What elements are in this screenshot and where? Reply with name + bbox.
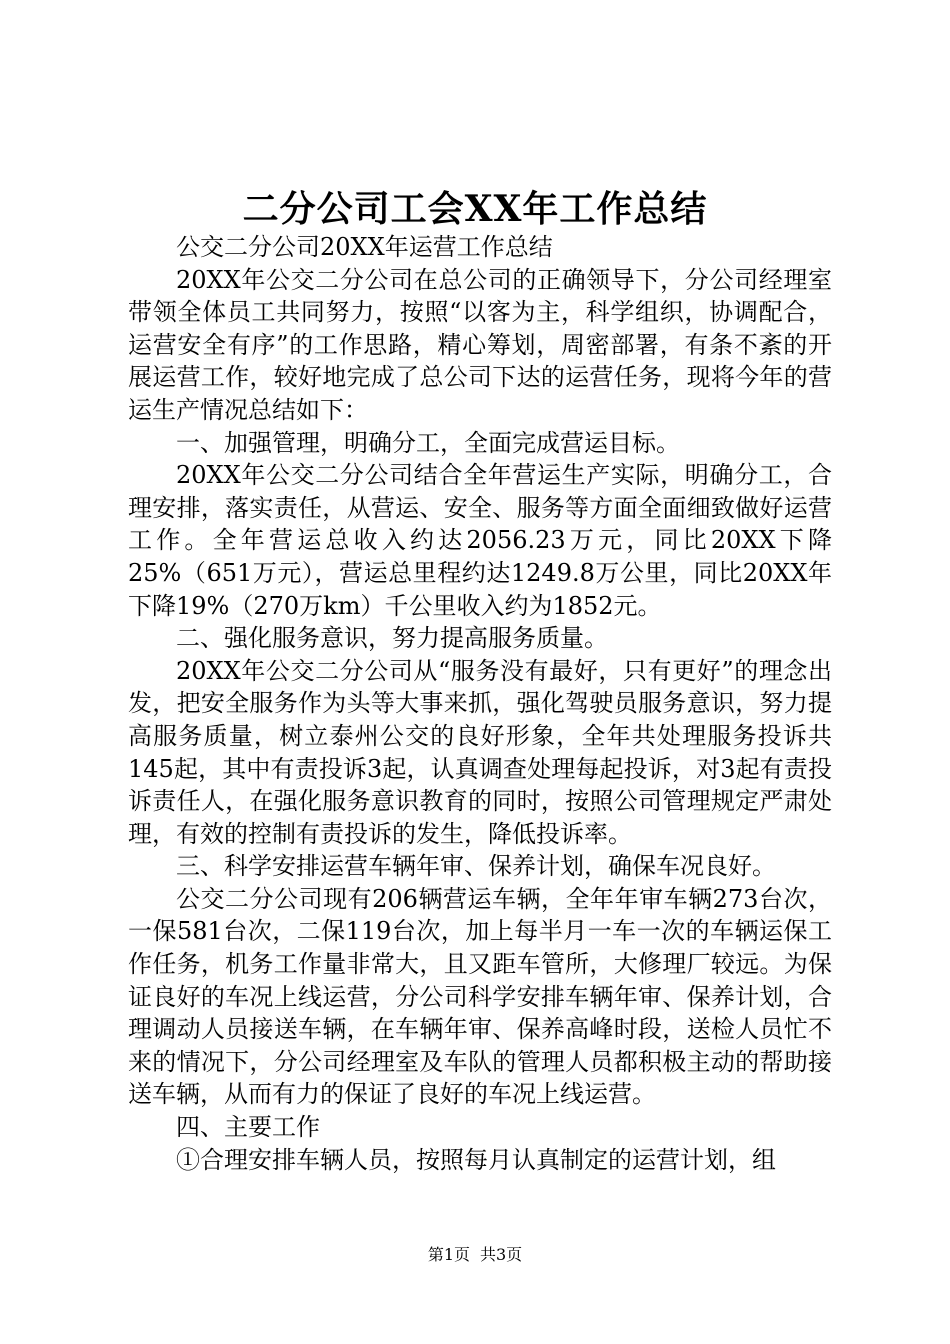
section-heading-1: 一、加强管理，明确分工，全面完成营运目标。	[176, 428, 680, 457]
paragraph-section-4: ①合理安排车辆人员，按照每月认真制定的运营计划，组	[176, 1145, 776, 1174]
paragraph-section-2: 20XX年公交二分公司从“服务没有最好，只有更好”的理念出发，把安全服务作为头等大事来抓，强化驾驶员服务意识，努力提高服务质量，树立泰州公交的良好形象，全年共处理服务投诉共145起，其中有责投诉3起，认真调查处理每起投诉，对3起有责投诉责任人，在强化服务意识教育的同时，按照公司管理规定严肃处理，有效的控制有责投诉的发生，降低投诉率。	[128, 656, 832, 848]
paragraph-intro: 20XX年公交二分公司在总公司的正确领导下，分公司经理室带领全体员工共同努力，按照“以客为主，科学组织，协调配合，运营安全有序”的工作思路，精心筹划，周密部署，有条不紊的开展运营工作，较好地完成了总公司下达的运营任务，现将今年的营运生产情况总结如下：	[128, 265, 832, 424]
section-heading-2: 二、强化服务意识，努力提高服务质量。	[176, 624, 608, 653]
page-footer	[0, 1244, 950, 1266]
page-number: 第1页	[427, 1245, 470, 1264]
section-heading-3: 三、科学安排运营车辆年审、保养计划，确保车况良好。	[176, 852, 776, 881]
page-total: 共3页	[480, 1245, 523, 1264]
paragraph-subtitle: 公交二分公司20XX年运营工作总结	[176, 233, 553, 261]
section-heading-4: 四、主要工作	[176, 1113, 320, 1142]
paragraph-section-1: 20XX年公交二分公司结合全年营运生产实际，明确分工，合理安排，落实责任，从营运、安全、服务等方面全面细致做好运营工作。全年营运总收入约达2056.23万元，同比20XX下降25%（651万元），营运总里程约达1249.8万公里，同比20XX年下降19%（270万km）千公里收入约为1852元。	[128, 461, 832, 620]
paragraph-section-3: 公交二分公司现有206辆营运车辆，全年年审车辆273台次，一保581台次，二保119台次，加上每半月一车一次的车辆运保工作任务，机务工作量非常大，且又距车管所，大修理厂较远。为保证良好的车况上线运营，分公司科学安排车辆年审、保养计划，合理调动人员接送车辆，在车辆年审、保养高峰时段，送检人员忙不来的情况下，分公司经理室及车队的管理人员都积极主动的帮助接送车辆，从而有力的保证了良好的车况上线运营。	[128, 884, 832, 1109]
document-title: 二分公司工会XX年工作总结	[242, 188, 708, 230]
document-body	[128, 231, 832, 1176]
